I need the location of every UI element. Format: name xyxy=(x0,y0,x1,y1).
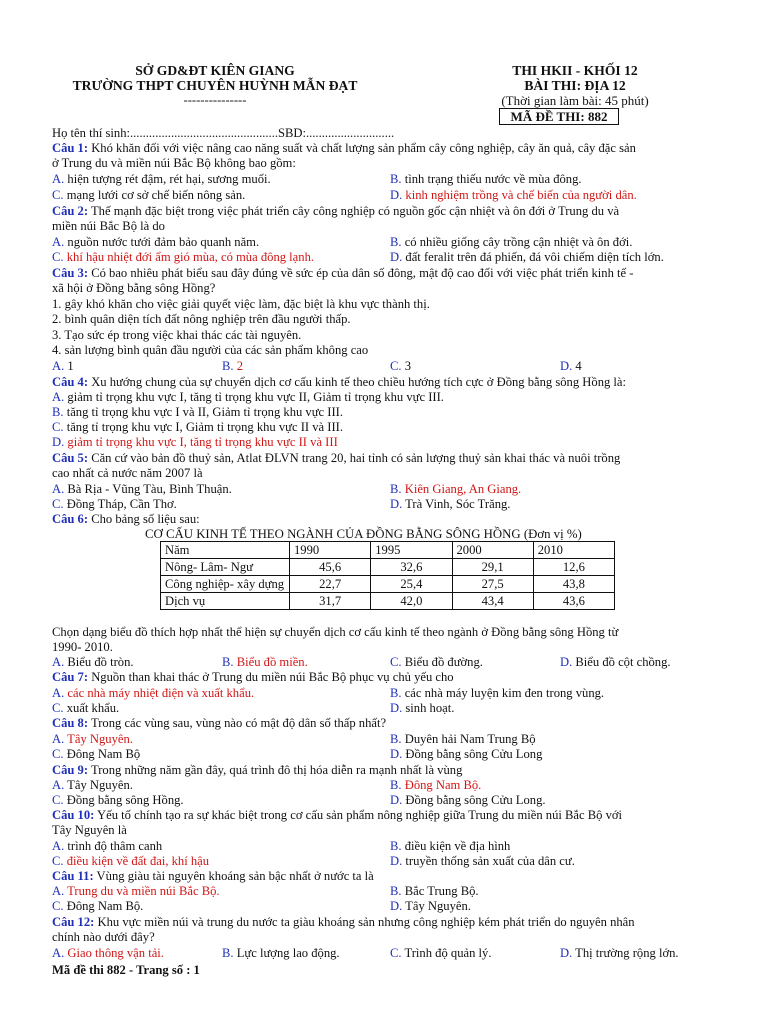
option-d[interactable]: D. truyền thống sản xuất của dân cư. xyxy=(390,854,575,868)
option-c[interactable]: C. Đông Nam Bộ. xyxy=(52,899,144,913)
table-cell: Nông- Lâm- Ngư xyxy=(161,559,290,576)
option-c[interactable]: C. mạng lưới cơ sở chế biến nông sản. xyxy=(52,188,246,202)
table-cell: Dịch vụ xyxy=(161,593,290,610)
table-row xyxy=(161,593,615,610)
table-row xyxy=(161,576,615,593)
table-header-row xyxy=(161,542,615,559)
table-header-cell: Năm xyxy=(161,542,290,559)
option-b[interactable]: B. Lực lượng lao động. xyxy=(222,946,340,960)
header-divider: --------------- xyxy=(183,93,247,107)
option-b[interactable]: B. các nhà máy luyện kim đen trong vùng. xyxy=(390,686,605,700)
table-header-cell: 2000 xyxy=(452,542,533,559)
table-header-cell: 1995 xyxy=(371,542,452,559)
table-header-cell: 1990 xyxy=(290,542,371,559)
question-text-cont: cao nhất cả nước năm 2007 là xyxy=(52,466,203,480)
option-b[interactable]: B. tình trạng thiếu nước về mùa đông. xyxy=(390,172,582,186)
question-text-cont: ở Trung du và miền núi Bắc Bộ không bao gồm: xyxy=(52,156,296,170)
question-text-cont: chính nào dưới đây? xyxy=(52,930,155,944)
option-d[interactable]: D. Thị trường rộng lớn. xyxy=(560,946,679,960)
option-a[interactable]: A. trình độ thâm canh xyxy=(52,839,163,853)
option-d[interactable]: D. Tây Nguyên. xyxy=(390,899,471,913)
option-b[interactable]: B. Duyên hải Nam Trung Bộ xyxy=(390,732,536,746)
option-b-correct[interactable]: B. 2 xyxy=(222,359,244,373)
option-b-correct[interactable]: B. Kiên Giang, An Giang. xyxy=(390,482,522,496)
option-c-correct[interactable]: C. khí hậu nhiệt đới ẩm gió mùa, có mùa đông lạnh. xyxy=(52,250,315,264)
question-text-cont: xã hội ở Đồng bằng sông Hồng? xyxy=(52,281,216,295)
option-c-correct[interactable]: C. điều kiện về đất đai, khí hậu xyxy=(52,854,210,868)
option-d-correct[interactable]: D. kinh nghiệm trồng và chế biến của người dân. xyxy=(390,188,637,202)
option-a[interactable]: A. hiện tượng rét đậm, rét hại, sương muối. xyxy=(52,172,271,186)
option-a-correct[interactable]: A. Giao thông vận tải. xyxy=(52,946,164,960)
option-d[interactable]: D. 4 xyxy=(560,359,582,373)
table-cell: 29,1 xyxy=(452,559,533,576)
table-row xyxy=(161,559,615,576)
option-c[interactable]: C. Đồng bằng sông Hồng. xyxy=(52,793,184,807)
statement-3: 3. Tạo sức ép trong việc khai thác các tài nguyên. xyxy=(52,328,302,342)
student-info-line: Họ tên thí sinh:...............................................SBD:............................ xyxy=(52,126,395,140)
table-cell: 43,6 xyxy=(533,593,614,610)
option-c[interactable]: C. Trình độ quản lý. xyxy=(390,946,492,960)
table-title: CƠ CẤU KINH TẾ THEO NGÀNH CỦA ĐỒNG BẰNG SÔNG HỒNG (Đơn vị %) xyxy=(145,527,582,541)
exam-subject: BÀI THI: ĐỊA 12 xyxy=(524,78,626,93)
option-a[interactable]: A. giảm tỉ trọng khu vực I, tăng tỉ trọng khu vực II, Giảm tỉ trọng khu vực III. xyxy=(52,390,444,404)
option-a[interactable]: A. 1 xyxy=(52,359,74,373)
question-6: Câu 6: Cho bảng số liệu sau: xyxy=(52,512,200,526)
option-c[interactable]: C. Biểu đồ đường. xyxy=(390,655,483,669)
question-text-cont: 1990- 2010. xyxy=(52,640,113,654)
table-cell: 27,5 xyxy=(452,576,533,593)
option-a[interactable]: A. nguồn nước tưới đảm bảo quanh năm. xyxy=(52,235,260,249)
statement-2: 2. bình quân diện tích đất nông nghiệp trên đầu người thấp. xyxy=(52,312,351,326)
option-b[interactable]: B. tăng tỉ trọng khu vực I và II, Giảm tỉ trọng khu vực III. xyxy=(52,405,344,419)
question-9: Câu 9: Trong những năm gần đây, quá trình đô thị hóa diễn ra mạnh nhất là vùng xyxy=(52,763,463,777)
question-8: Câu 8: Trong các vùng sau, vùng nào có mật độ dân số thấp nhất? xyxy=(52,716,387,730)
option-c[interactable]: C. Đông Nam Bộ xyxy=(52,747,141,761)
option-a[interactable]: A. Biểu đồ tròn. xyxy=(52,655,134,669)
option-d[interactable]: D. Đồng bằng sông Cửu Long. xyxy=(390,793,546,807)
option-a[interactable]: A. Bà Rịa - Vũng Tàu, Bình Thuận. xyxy=(52,482,232,496)
question-1 xyxy=(52,141,636,156)
table-cell: 12,6 xyxy=(533,559,614,576)
question-12: Câu 12: Khu vực miền núi và trung du nước ta giàu khoáng sản nhưng công nghiệp kém phát triển do nguyên nhân xyxy=(52,915,635,929)
table-cell: 32,6 xyxy=(371,559,452,576)
table-header-cell: 2010 xyxy=(533,542,614,559)
option-b[interactable]: B. điều kiện về địa hình xyxy=(390,839,511,853)
option-b-correct[interactable]: B. Biểu đồ miền. xyxy=(222,655,308,669)
table-cell: 31,7 xyxy=(290,593,371,610)
question-text-cont: miền núi Bắc Bộ là do xyxy=(52,219,165,233)
option-a[interactable]: A. Tây Nguyên. xyxy=(52,778,133,792)
option-d[interactable]: D. Đồng bằng sông Cửu Long xyxy=(390,747,543,761)
question-10: Câu 10: Yếu tố chính tạo ra sự khác biệt trong cơ cấu sản phẩm nông nghiệp giữa Trung du miền núi Bắc Bộ với xyxy=(52,808,623,822)
question-2: Câu 2: Thế mạnh đặc biệt trong việc phát triển cây công nghiệp có nguồn gốc cận nhiệt và ôn đới ở Trung du và xyxy=(52,204,620,218)
question-5: Câu 5: Căn cứ vào bản đồ thuỷ sản, Atlat ĐLVN trang 20, hai tỉnh có sản lượng thuỷ sản khai thác và nuôi trồng xyxy=(52,451,621,465)
table-cell: 43,8 xyxy=(533,576,614,593)
option-c[interactable]: C. Đồng Tháp, Cần Thơ. xyxy=(52,497,177,511)
question-3: Câu 3: Có bao nhiêu phát biểu sau đây đúng về sức ép của dân số đông, mật độ cao đối với việc phát triển kinh tế - xyxy=(52,266,634,280)
statement-1: 1. gây khó khăn cho việc giải quyết việc làm, đặc biệt là khu vực thành thị. xyxy=(52,297,430,311)
question-4: Câu 4: Xu hướng chung của sự chuyển dịch cơ cấu kinh tế theo chiều hướng tích cực ở Đồng bằng sông Hồng là: xyxy=(52,375,627,389)
option-c[interactable]: C. tăng tỉ trọng khu vực I, Giảm tỉ trọng khu vực II và III. xyxy=(52,420,344,434)
option-a-correct[interactable]: A. Trung du và miền núi Bắc Bộ. xyxy=(52,884,220,898)
option-d[interactable]: D. sinh hoạt. xyxy=(390,701,455,715)
question-text-cont: Tây Nguyên là xyxy=(52,823,127,837)
question-number: Câu 1: xyxy=(52,141,89,155)
exam-code-box: MÃ ĐỀ THI: 882 xyxy=(499,108,619,125)
question-text: Khó khăn đối với việc nâng cao năng suất và chất lượng sản phẩm cây công nghiệp, cây ăn quả, cây đặc sản xyxy=(88,141,636,155)
page-footer: Mã đề thi 882 - Trang số : 1 xyxy=(52,963,200,977)
exam-title: THI HKII - KHỐI 12 xyxy=(512,63,638,78)
data-table xyxy=(160,541,615,610)
table-cell: Công nghiệp- xây dựng xyxy=(161,576,290,593)
table-cell: 45,6 xyxy=(290,559,371,576)
statement-4: 4. sản lượng bình quân đầu người của các sản phẩm không cao xyxy=(52,343,369,357)
option-d[interactable]: D. Biểu đồ cột chồng. xyxy=(560,655,671,669)
table-cell: 43,4 xyxy=(452,593,533,610)
option-b[interactable]: B. Bắc Trung Bộ. xyxy=(390,884,479,898)
question-text-cont: Chọn dạng biểu đồ thích hợp nhất thể hiện sự chuyển dịch cơ cấu kinh tế theo ngành ở Đồng bằng sông Hồng từ xyxy=(52,625,619,639)
option-c[interactable]: C. xuất khẩu. xyxy=(52,701,120,715)
question-7: Câu 7: Nguồn than khai thác ở Trung du miền núi Bắc Bộ phục vụ chủ yếu cho xyxy=(52,670,454,684)
table-cell: 22,7 xyxy=(290,576,371,593)
option-c[interactable]: C. 3 xyxy=(390,359,412,373)
option-a-correct[interactable]: A. các nhà máy nhiệt điện và xuất khẩu. xyxy=(52,686,255,700)
option-b-correct[interactable]: B. Đông Nam Bộ. xyxy=(390,778,482,792)
option-a-correct[interactable]: A. Tây Nguyên. xyxy=(52,732,133,746)
option-d[interactable]: D. Trà Vinh, Sóc Trăng. xyxy=(390,497,511,511)
table-cell: 25,4 xyxy=(371,576,452,593)
option-d-correct[interactable]: D. giảm tỉ trọng khu vực I, tăng tỉ trọng khu vực II và III xyxy=(52,435,338,449)
option-d[interactable]: D. đất feralit trên đá phiến, đá vôi chiếm diện tích lớn. xyxy=(390,250,664,264)
question-11: Câu 11: Vùng giàu tài nguyên khoáng sản bậc nhất ở nước ta là xyxy=(52,869,374,883)
school-name: TRƯỜNG THPT CHUYÊN HUỲNH MẪN ĐẠT xyxy=(72,78,358,93)
school-department: SỞ GD&ĐT KIÊN GIANG xyxy=(135,63,295,78)
exam-duration: (Thời gian làm bài: 45 phút) xyxy=(501,93,649,108)
table-cell: 42,0 xyxy=(371,593,452,610)
option-b[interactable]: B. có nhiều giống cây trồng cận nhiệt và ôn đới. xyxy=(390,235,633,249)
